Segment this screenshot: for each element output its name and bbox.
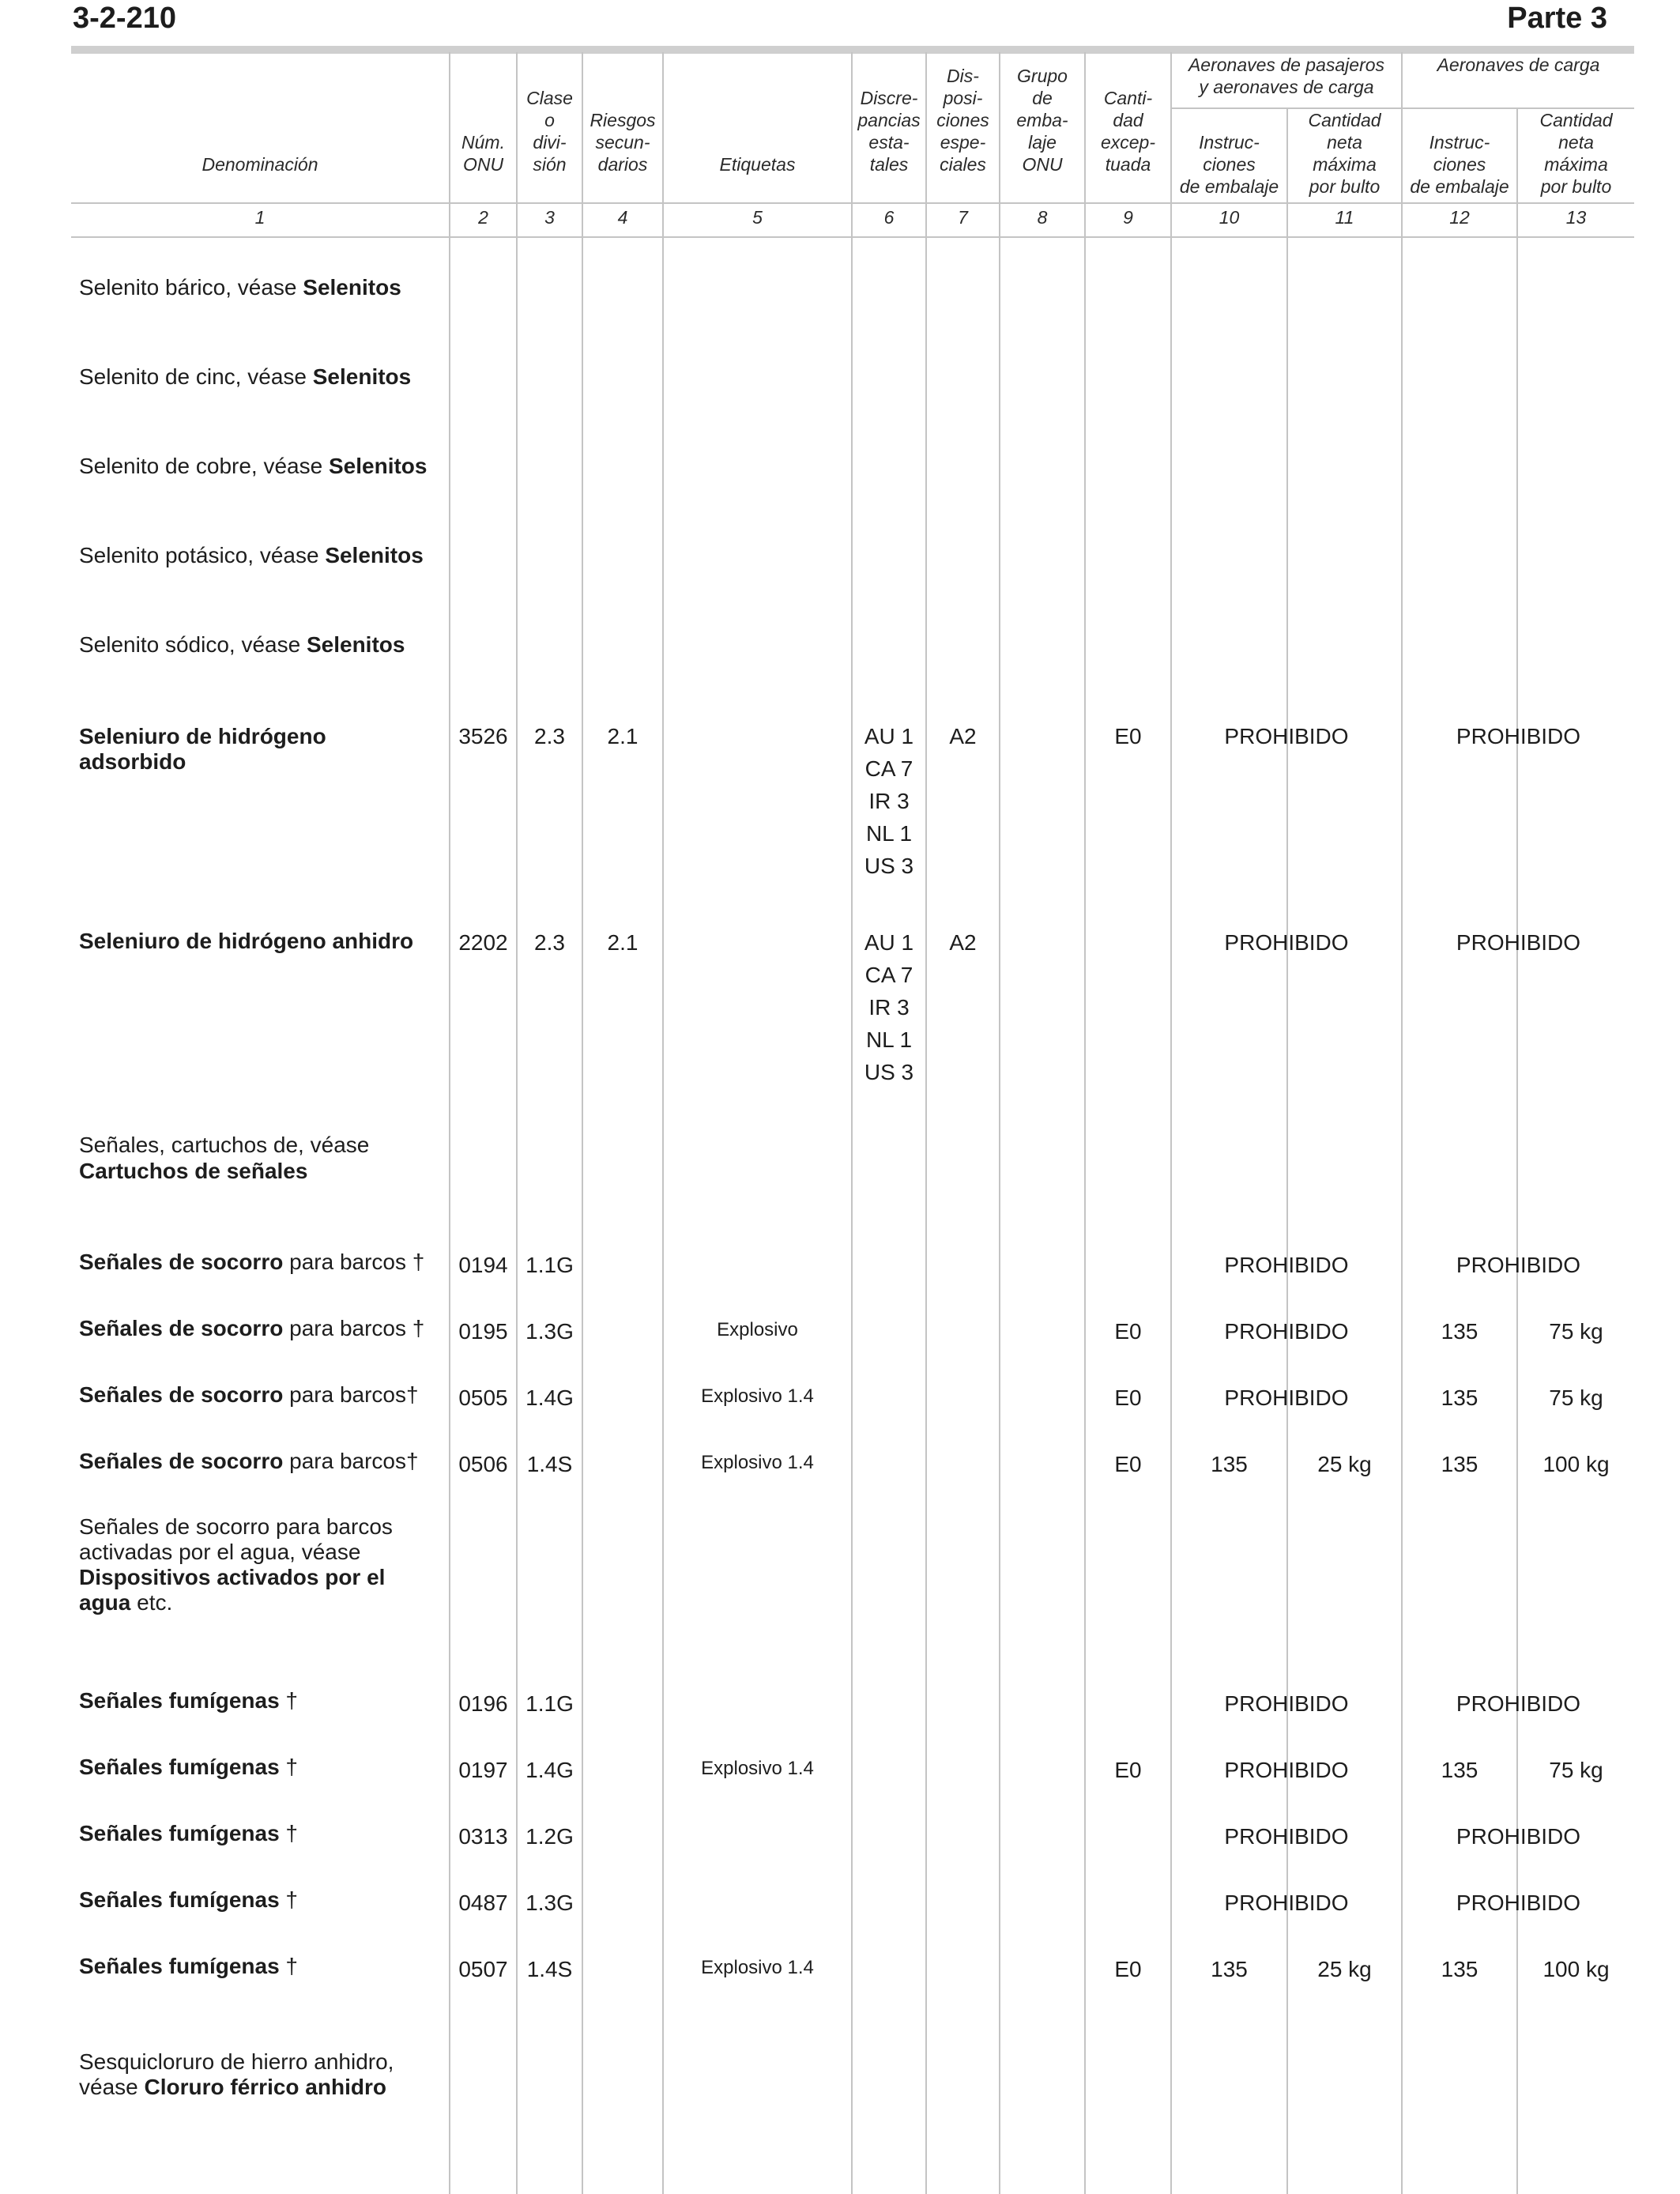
col-header-pax-group: Aeronaves de pasajeros y aeronaves de carga [1188, 55, 1385, 97]
col-header-grupo: Grupo de emba- laje ONU [1016, 66, 1068, 175]
col-header-cao-cantidad: Cantidad neta máxima por bulto [1539, 110, 1613, 197]
section-number: 3-2-210 [73, 2, 176, 35]
table-row: Selenito potásico, véase Selenitos [79, 543, 424, 567]
col-header-clase: Clase o divi- sión [526, 88, 573, 175]
col-header-pax-cantidad: Cantidad neta máxima por bulto [1308, 110, 1381, 197]
col-header-pax-instrucciones: Instruc- ciones de embalaje [1179, 132, 1279, 197]
col-header-cao-instrucciones: Instruc- ciones de embalaje [1410, 132, 1509, 197]
table-row: Selenito sódico, véase Selenitos [79, 632, 405, 657]
part-title: Parte 3 [1507, 2, 1607, 35]
col-header-num-onu: Núm. ONU [461, 132, 505, 175]
col-header-cantidad-exceptuada: Canti- dad excep- tuada [1100, 88, 1156, 175]
col-header-riesgos: Riesgos secun- darios [590, 110, 656, 175]
col-header-discrepancias: Discre- pancias esta- tales [857, 88, 921, 175]
document-page: 3-2-210 Parte 3 Denominación Núm. ONU Clase o divi- sión Riesgos secun- darios Etiquetas Discre- pancias esta- tales Dis- posi- ciones espe- ciales Grupo de emba- laje ONU Canti- dad excep- tuada Aeronaves de pasajeros y aeronaves de carga Aeronaves de carga Instruc- ciones de embalaje Cantidad neta máxima por bulto Instruc- ciones de embalaje Cantidad neta máxima por bulto 1 2 3 4 5 6 7 8 9 10 11 12 13 Selenito bárico, véase Selenitos Selenito de cinc, véase Selenitos Selenito de cobre, véase Selenitos Selenito potásico, véase Selenitos Selenito sódico, véase Selenitos Seleniuro de hidrógeno adsorbido 3526 2.3 2.1 AU 1 CA 7 IR 3 NL 1 US 3 A2 E0 PROHIBIDO PROHIBIDO Seleniuro de hidrógeno anhidro 2202 2.3 2.1 AU 1 CA 7 IR 3 NL 1 US 3 A2 PROHIBIDO PROHIBIDO Señales, cartuchos de, véase Cartuchos de señales Señales de socorro para barcos † 0194 1.1G PROHIBIDO PROHIBIDO Señales de socorro para barcos † 0195 1.3G Explosivo E0 PROHIBIDO 135 75 kg Señales de socorro para barcos† 0505 1.4G Explosivo 1.4 E0 PROHIBIDO 135 75 kg Señales de socorro para barcos† 0506 1.4S Explosivo 1.4 E0 135 25 kg 135 100 kg Señales de socorro para barcos activadas por el agua, véase Dispositivos activados por el agua etc. Señales fumígenas † 0196 1.1G PROHIBIDO PROHIBIDO Señales fumígenas † 0197 1.4G Explosivo 1.4 E0 PROHIBIDO 135 75 kg Señales fumígenas † 0313 1.2G PROHIBIDO PROHIBIDO Señales fumígenas † 0487 1.3G PROHIBIDO PROHIBIDO Señales fumígenas † 0507 1.4S Explosivo 1.4 E0 135 25 kg 135 100 kg Sesquicloruro de hierro anhidro, véase Cloruro férrico anhidro [0, 0, 1680, 2194]
col-header-cargo-group: Aeronaves de carga [1437, 55, 1600, 75]
table-row: Selenito bárico, véase Selenitos [79, 275, 401, 300]
table-row: Selenito de cinc, véase Selenitos [79, 364, 412, 389]
table-row: Selenito de cobre, véase Selenitos [79, 454, 428, 478]
header-rule [71, 46, 1634, 54]
col-header-disposiciones: Dis- posi- ciones espe- ciales [936, 66, 989, 175]
col-header-denominacion: Denominación [202, 154, 318, 175]
col-header-etiquetas: Etiquetas [719, 154, 796, 175]
